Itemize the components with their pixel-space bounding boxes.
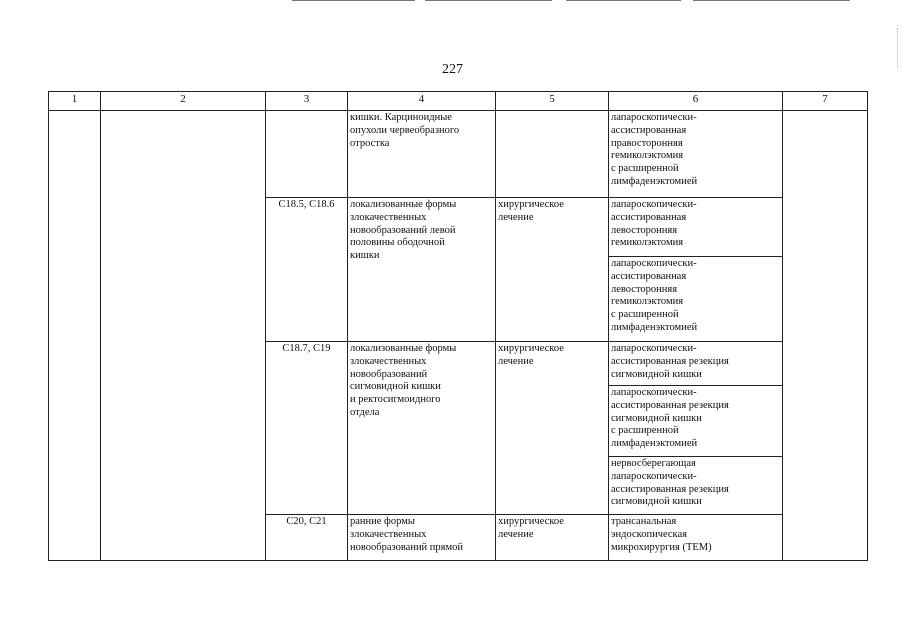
code-cell: C18.7, C19 [266,342,348,515]
method-cell: лапароскопически- ассистированная левосторонняя гемиколэктомия с расширенной лимфаденэктомией [609,257,783,342]
column-header: 5 [496,92,609,111]
method-cell: лапароскопически- ассистированная резекция сигмовидной кишки [609,342,783,386]
code-cell: C18.5, C18.6 [266,198,348,342]
medical-care-table [48,91,868,561]
treatment-cell [496,111,609,198]
column-header: 7 [783,92,868,111]
column-header: 4 [348,92,496,111]
method-cell: лапароскопически- ассистированная левосторонняя гемиколэктомия [609,198,783,257]
treatment-cell: хирургическое лечение [496,342,609,515]
treatment-cell: хирургическое лечение [496,515,609,561]
disease-cell: ранние формы злокачественных новообразований прямой [348,515,496,561]
table-row [49,111,868,198]
method-cell: трансанальная эндоскопическая микрохирургия (ТЕМ) [609,515,783,561]
disease-cell: локализованные формы злокачественных новообразований левой половины ободочной кишки [348,198,496,342]
header-row [49,92,868,111]
method-cell: нервосберегающая лапароскопически- ассистированная резекция сигмовидной кишки [609,457,783,515]
code-cell: C20, C21 [266,515,348,561]
page-number: 227 [442,62,463,77]
scan-top-rule [693,0,850,1]
column-header: 3 [266,92,348,111]
disease-cell: кишки. Карциноидные опухоли червеобразного отростка [348,111,496,198]
treatment-cell: хирургическое лечение [496,198,609,342]
cell-col-2 [101,111,266,561]
column-header: 2 [101,92,266,111]
scan-top-rule [425,0,552,1]
disease-cell: локализованные формы злокачественных новообразований сигмовидной кишки и ректосигмоидного отдела [348,342,496,515]
cell-col-1 [49,111,101,561]
method-cell: лапароскопически- ассистированная резекция сигмовидной кишки с расширенной лимфаденэктомией [609,386,783,457]
column-header: 6 [609,92,783,111]
method-cell: лапароскопически- ассистированная правосторонняя гемиколэктомия с расширенной лимфаденэктомией [609,111,783,198]
column-header: 1 [49,92,101,111]
scan-top-rule [292,0,415,1]
cell-col-7 [783,111,868,561]
scan-top-rule [566,0,681,1]
code-cell [266,111,348,198]
